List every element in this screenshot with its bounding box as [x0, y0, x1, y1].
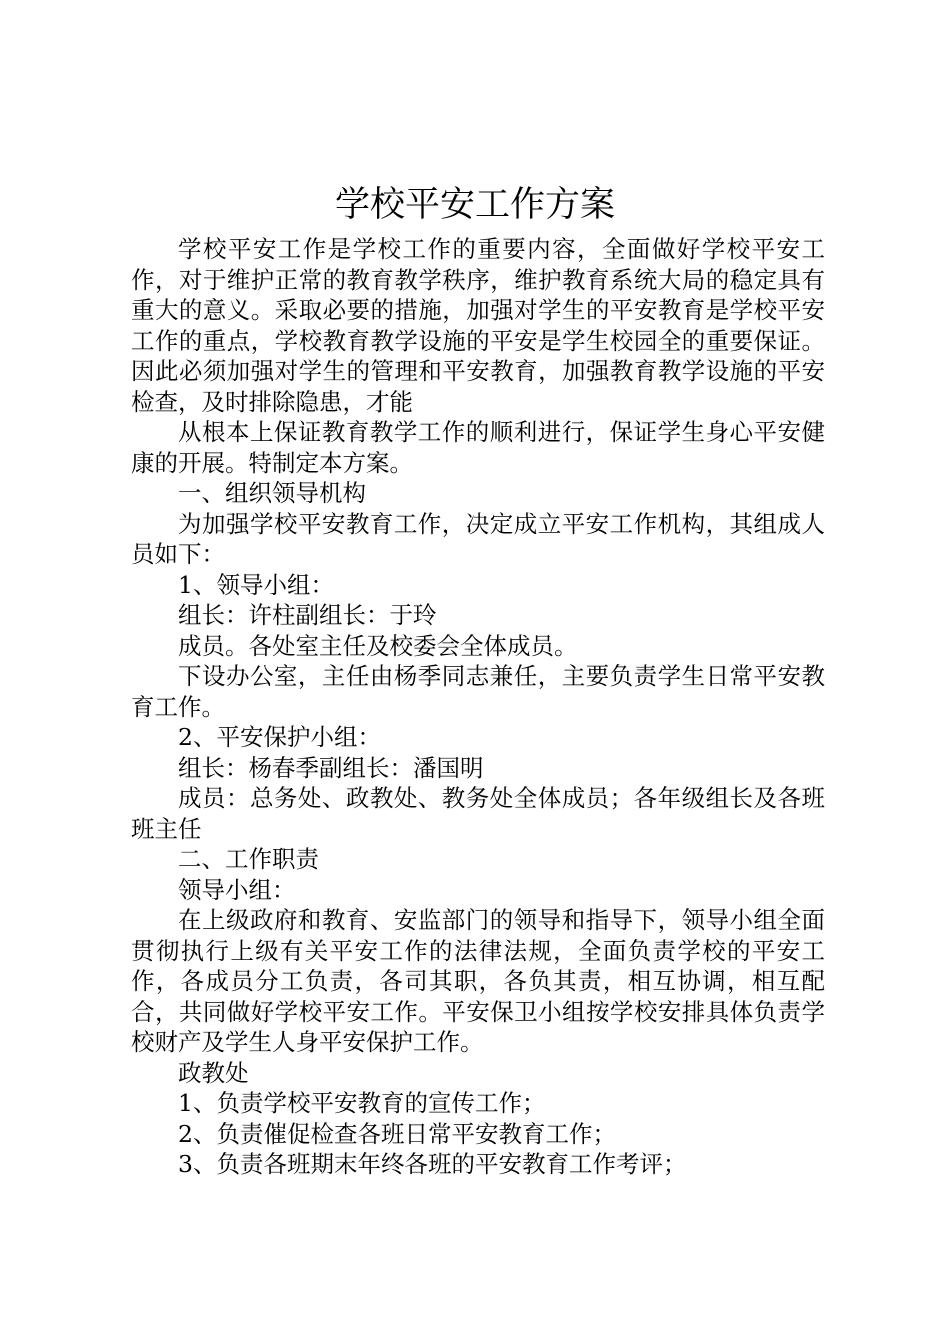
paragraph-leadership-duties: 在上级政府和教育、安监部门的领导和指导下，领导小组全面贯彻执行上级有关平安工作的法律法规，全面负责学校的平安工作，各成员分工负责，各司其职，各负其责，相互协调，相互配合，共同做好学校平安工作。平安保卫小组按学校安排具体负责学校财产及学生人身平安保护工作。: [131, 906, 825, 1056]
document-title: 学校平安工作方案: [334, 185, 615, 225]
section-heading-duties: 二、工作职责: [178, 845, 319, 873]
paragraph-office: 下设办公室，主任由杨季同志兼任，主要负责学生日常平安教育工作。: [131, 662, 825, 721]
list-item-duty-3: 3、负责各班期末年终各班的平安教育工作考评；: [178, 1150, 687, 1178]
list-item-duty-2: 2、负责催促检查各班日常平安教育工作；: [178, 1119, 616, 1148]
paragraph-intro: 学校平安工作是学校工作的重要内容，全面做好学校平安工作，对于维护正常的教育教学秩序，维护教育系统大局的稳定具有重大的意义。采取必要的措施，加强对学生的平安教育是学校平安工作的重点，学校教育教学设施的平安是学生校园全的重要保证。因此必须加强对学生的管理和平安教育，加强教育教学设施的平安检查，及时排除隐患，才能: [131, 235, 825, 416]
subheading-leadership-duties: 领导小组：: [178, 875, 296, 904]
protection-group-leaders: 组长：杨春季副组长：潘国明: [178, 753, 484, 782]
leadership-group-members: 成员。各处室主任及校委会全体成员。: [178, 631, 578, 660]
subheading-protection-group: 2、平安保护小组：: [178, 723, 381, 751]
leadership-group-leaders: 组长：许柱副组长：于玲: [178, 601, 437, 629]
paragraph-intro-continued: 从根本上保证教育教学工作的顺利进行，保证学生身心平安健康的开展。特制定本方案。: [131, 418, 825, 477]
paragraph-organization: 为加强学校平安教育工作，决定成立平安工作机构，其组成人员如下：: [131, 509, 825, 568]
subheading-political-office: 政教处: [178, 1058, 249, 1087]
list-item-duty-1: 1、负责学校平安教育的宣传工作；: [178, 1089, 546, 1117]
section-heading-organization: 一、组织领导机构: [178, 479, 366, 507]
subheading-leadership-group: 1、领导小组：: [178, 570, 334, 599]
protection-group-members: 成员：总务处、政教处、教务处全体成员；各年级组长及各班班主任: [131, 784, 825, 843]
document-body: [131, 234, 825, 1180]
